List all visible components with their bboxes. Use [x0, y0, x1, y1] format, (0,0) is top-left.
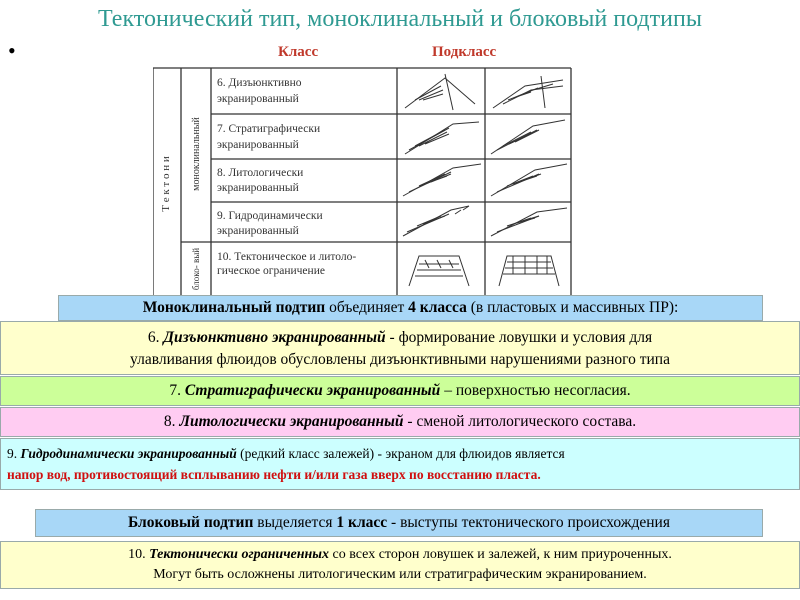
class9-num: 9. [7, 446, 21, 461]
class9-text1: (редкий класс залежей) - экраном для флюидов является [236, 446, 565, 461]
mono-subtype-band [58, 295, 763, 321]
class10-text1: со всех сторон ловушек и залежей, к ним приуроченных. [329, 547, 672, 562]
row6-line1: 6. Дизъюнктивно [217, 77, 302, 89]
header-class: Класс [278, 44, 319, 60]
class7-num: 7. [169, 382, 185, 399]
row10-line1: 10. Тектоническое и литоло- [217, 251, 357, 263]
block-subtype-band [35, 509, 763, 537]
mono-count: 4 класса [408, 299, 467, 316]
class10-num: 10. [128, 547, 150, 562]
class8-band [0, 407, 800, 437]
row9-line2: экранированный [217, 225, 299, 237]
subtype-block-label: блоко- вый [191, 247, 201, 291]
class10-term: Тектонически ограниченных [149, 547, 330, 562]
class6-term: Дизъюнктивно экранированный [163, 329, 386, 346]
class8-text: - сменой литологического состава. [403, 413, 637, 430]
classification-figure [153, 64, 573, 296]
class8-term: Литологически экранированный [179, 413, 404, 430]
block-count: 1 класс [336, 514, 388, 531]
row9-line1: 9. Гидродинамически [217, 210, 323, 222]
class7-band [0, 376, 800, 406]
type-label: Т е к т о н и [160, 156, 172, 212]
class10-band [0, 541, 800, 589]
class6-band [0, 321, 800, 375]
class9-term: Гидродинамически экранированный [20, 446, 237, 461]
row7-line2: экранированный [217, 139, 299, 151]
row10-line2: гическое ограничение [217, 265, 325, 277]
class8-num: 8. [163, 413, 180, 430]
class7-term: Стратиграфически экранированный [184, 382, 441, 399]
class7-text: – поверхностью несогласия. [440, 382, 631, 399]
row7-line1: 7. Стратиграфически [217, 123, 321, 135]
bullet-mark: • [8, 38, 16, 63]
mono-text2: (в пластовых и массивных ПР): [466, 299, 679, 316]
block-text1: выделяется [253, 514, 337, 531]
class9-text2: напор вод, противостоящий всплыванию нефти и/или газа вверх по восстанию пласта. [7, 467, 541, 482]
row8-line1: 8. Литологически [217, 167, 304, 179]
block-text2: - выступы тектонического происхождения [387, 514, 670, 531]
header-subclass: Подкласс [432, 44, 497, 60]
block-term: Блоковый подтип [128, 514, 254, 531]
class6-num: 6. [147, 329, 164, 346]
class9-band [0, 438, 800, 490]
class6-text2: улавливания флюидов обусловлены дизъюнктивными нарушениями разного типа [130, 351, 670, 368]
class6-text1: - формирование ловушки и условия для [385, 329, 653, 346]
subtype-mono-label: моноклинальный [191, 117, 202, 191]
mono-text1: объединяет [325, 299, 409, 316]
row6-line2: экранированный [217, 93, 299, 105]
class10-text2: Могут быть осложнены литологическим или стратиграфическим экранированием. [153, 567, 647, 582]
row8-line2: экранированный [217, 182, 299, 194]
page-title: Тектонический тип, моноклинальный и блоковый подтипы [98, 6, 702, 32]
mono-term: Моноклинальный подтип [142, 299, 326, 316]
